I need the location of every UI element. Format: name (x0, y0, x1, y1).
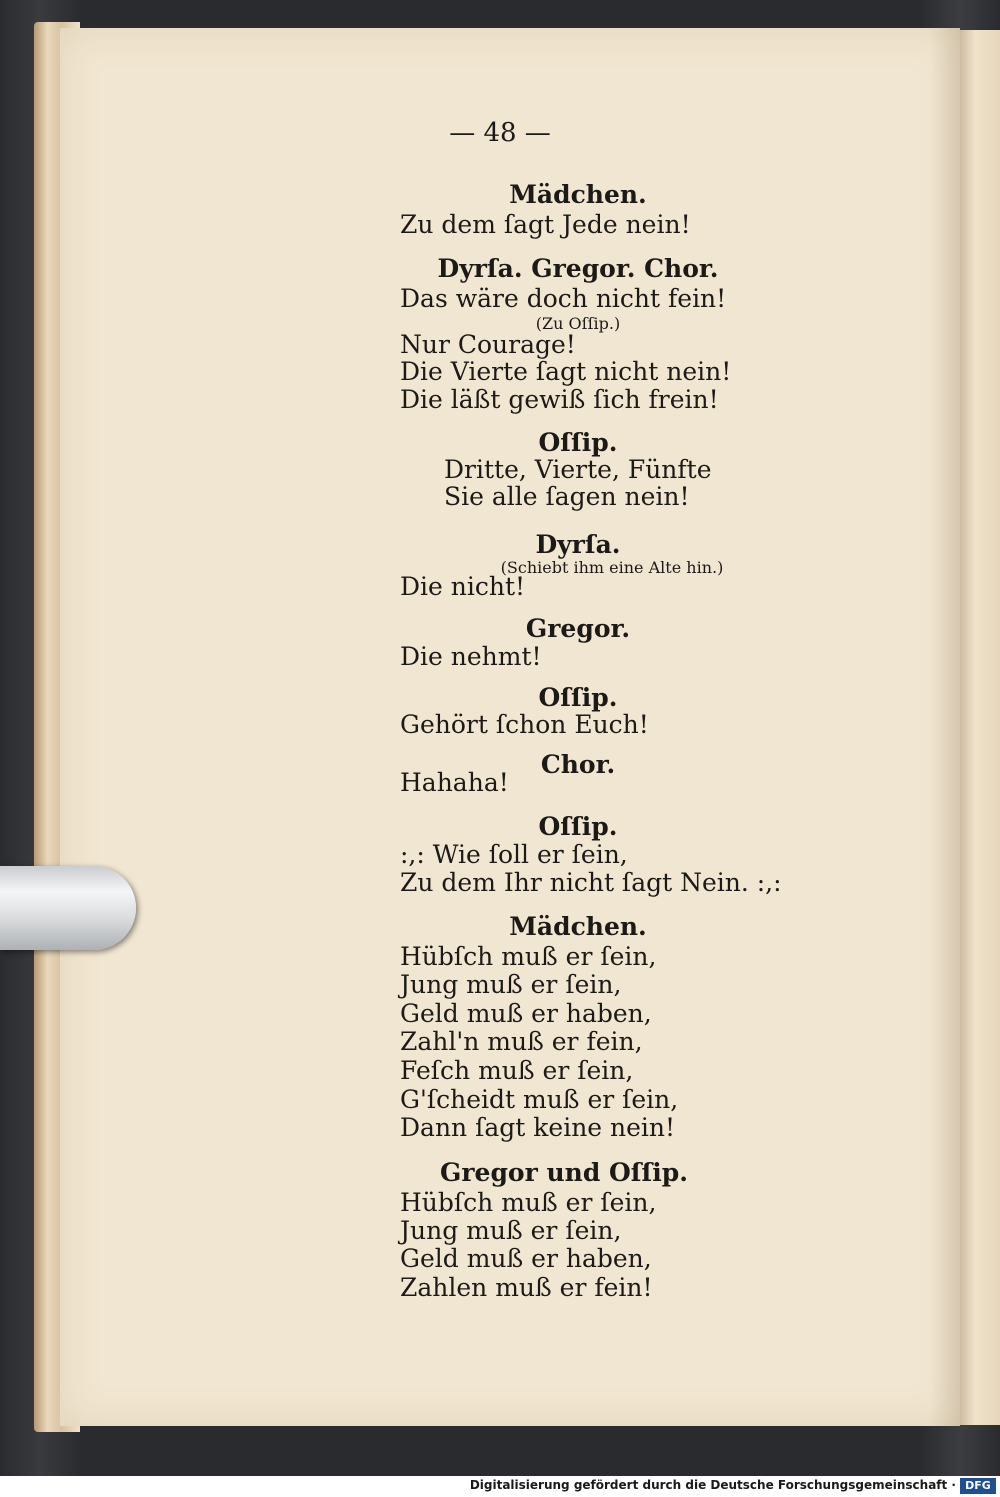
verse-line: Geld muß er haben, (400, 999, 652, 1028)
gutter-shadow (930, 28, 960, 1426)
verse-line: Nur Courage! (400, 330, 576, 359)
footer-credit: Digitalisierung gefördert durch die Deutsche Forschungsgemeinschaft · (469, 1478, 956, 1492)
speaker-heading: Dyrſa. (535, 530, 621, 559)
page-number: — 48 — (449, 118, 551, 148)
verse-line: Geld muß er haben, (400, 1244, 652, 1273)
verse-line: Zu dem Ihr nicht ſagt Nein. :,: (400, 868, 782, 897)
verse-line: Zahl'n muß er fein, (400, 1027, 643, 1056)
dfg-logo-icon: DFG (960, 1478, 996, 1494)
speaker-heading: Oſſip. (538, 428, 618, 457)
verse-line: Sie alle ſagen nein! (444, 482, 690, 511)
speaker-heading: Oſſip. (538, 683, 618, 712)
speaker-heading: Gregor und Oſſip. (440, 1158, 688, 1187)
speaker-heading: Dyrſa. Gregor. Chor. (437, 254, 719, 283)
verse-line: Die läßt gewiß ſich frein! (400, 385, 719, 414)
verse-line: Das wäre doch nicht fein! (400, 284, 727, 313)
stage-direction: (Schiebt ihm eine Alte hin.) (500, 558, 724, 577)
verse-line: :,: Wie ſoll er ſein, (400, 840, 628, 869)
verse-line: Zu dem ſagt Jede nein! (400, 210, 691, 239)
verse-line: Feſch muß er ſein, (400, 1056, 634, 1085)
verse-line: G'ſcheidt muß er ſein, (400, 1085, 679, 1114)
verse-line: Gehört ſchon Euch! (400, 710, 649, 739)
speaker-heading: Mädchen. (509, 912, 647, 941)
speaker-heading: Gregor. (525, 614, 631, 643)
verse-line: Jung muß er ſein, (400, 970, 622, 999)
verse-line: Zahlen muß er fein! (400, 1273, 653, 1302)
verse-line: Dritte, Vierte, Fünfte (444, 455, 712, 484)
verse-line: Die Vierte ſagt nicht nein! (400, 357, 732, 386)
verse-line: Hübſch muß er ſein, (400, 1188, 657, 1217)
bookmark-tab (0, 866, 136, 950)
speaker-heading: Chor. (540, 750, 616, 779)
footer-bar (0, 1476, 1000, 1497)
next-page-edge (958, 30, 1000, 1425)
speaker-heading: Oſſip. (538, 812, 618, 841)
stage-direction: (Zu Oſſip.) (535, 314, 621, 333)
verse-line: Jung muß er ſein, (400, 1216, 622, 1245)
verse-line: Die nehmt! (400, 642, 542, 671)
verse-line: Dann ſagt keine nein! (400, 1113, 676, 1142)
verse-line: Hahaha! (400, 768, 509, 797)
speaker-heading: Mädchen. (509, 180, 647, 209)
verse-line: Hübſch muß er ſein, (400, 942, 657, 971)
verse-line: Die nicht! (400, 572, 526, 601)
